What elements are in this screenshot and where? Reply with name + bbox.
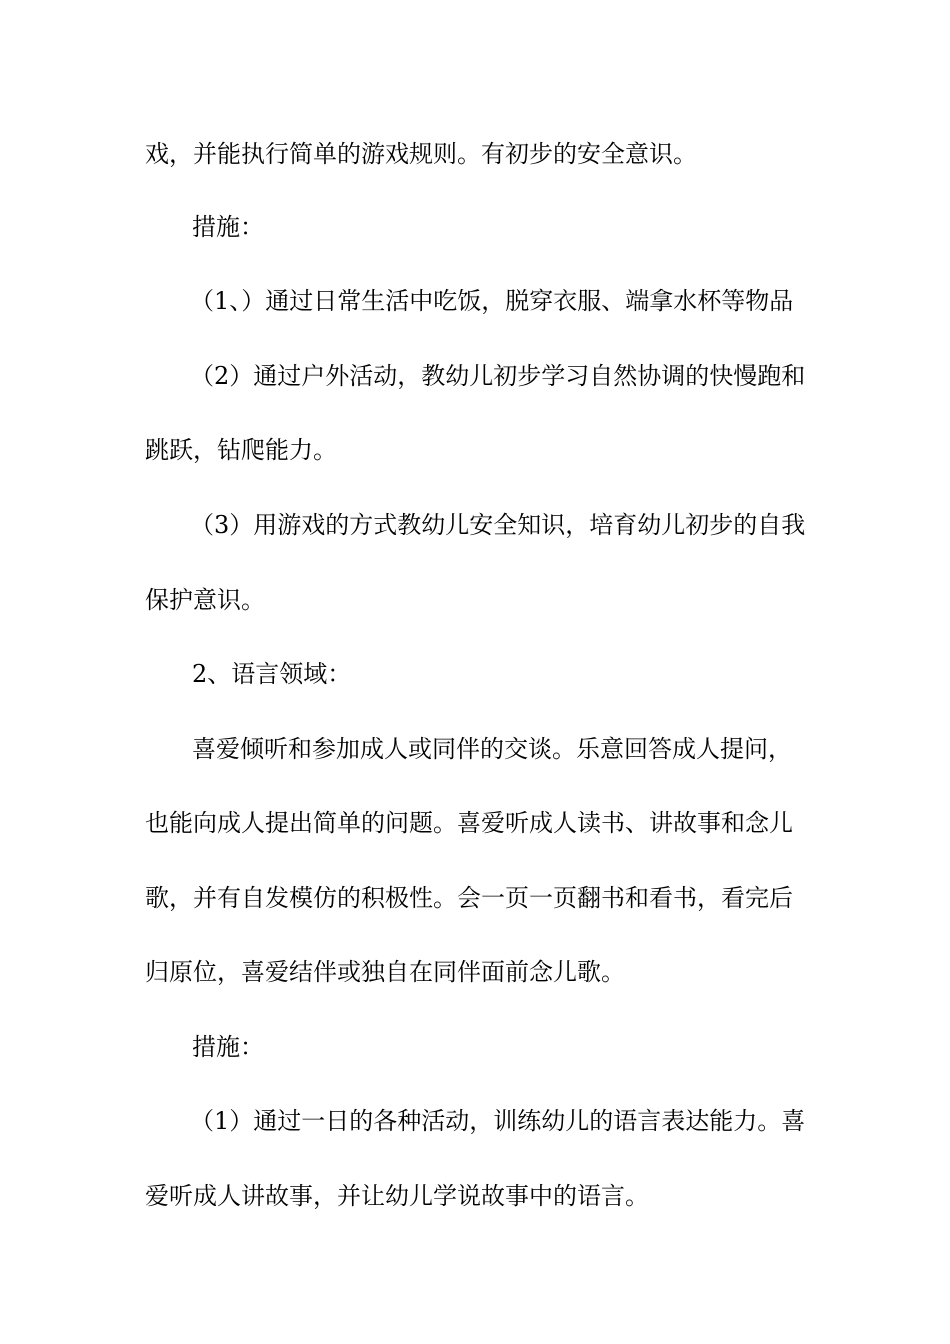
text-line: 歌，并有自发模仿的积极性。会一页一页翻书和看书，看完后 (145, 884, 793, 912)
text-line: 归原位，喜爱结伴或独自在同伴面前念儿歌。 (145, 958, 625, 986)
text-line: 爱听成人讲故事，并让幼儿学说故事中的语言。 (145, 1182, 649, 1210)
section-heading-language: 2、语言领域： (192, 660, 352, 688)
text-line: （3）用游戏的方式教幼儿安全知识，培育幼儿初步的自我 (190, 511, 806, 539)
measures-heading: 措施： (192, 1033, 264, 1061)
measures-heading: 措施： (192, 213, 264, 241)
text-line: 跳跃，钻爬能力。 (145, 436, 337, 464)
text-line: 保护意识。 (145, 586, 265, 614)
text-line: （2）通过户外活动，教幼儿初步学习自然协调的快慢跑和 (190, 362, 806, 390)
text-line: 戏，并能执行简单的游戏规则。有初步的安全意识。 (145, 140, 697, 168)
text-line: 也能向成人提出简单的问题。喜爱听成人读书、讲故事和念儿 (145, 809, 793, 837)
text-line: （1）通过一日的各种活动，训练幼儿的语言表达能力。喜 (190, 1107, 806, 1135)
text-line: 喜爱倾听和参加成人或同伴的交谈。乐意回答成人提问， (192, 735, 792, 763)
text-line: （1、）通过日常生活中吃饭，脱穿衣服、端拿水杯等物品 (190, 287, 794, 315)
